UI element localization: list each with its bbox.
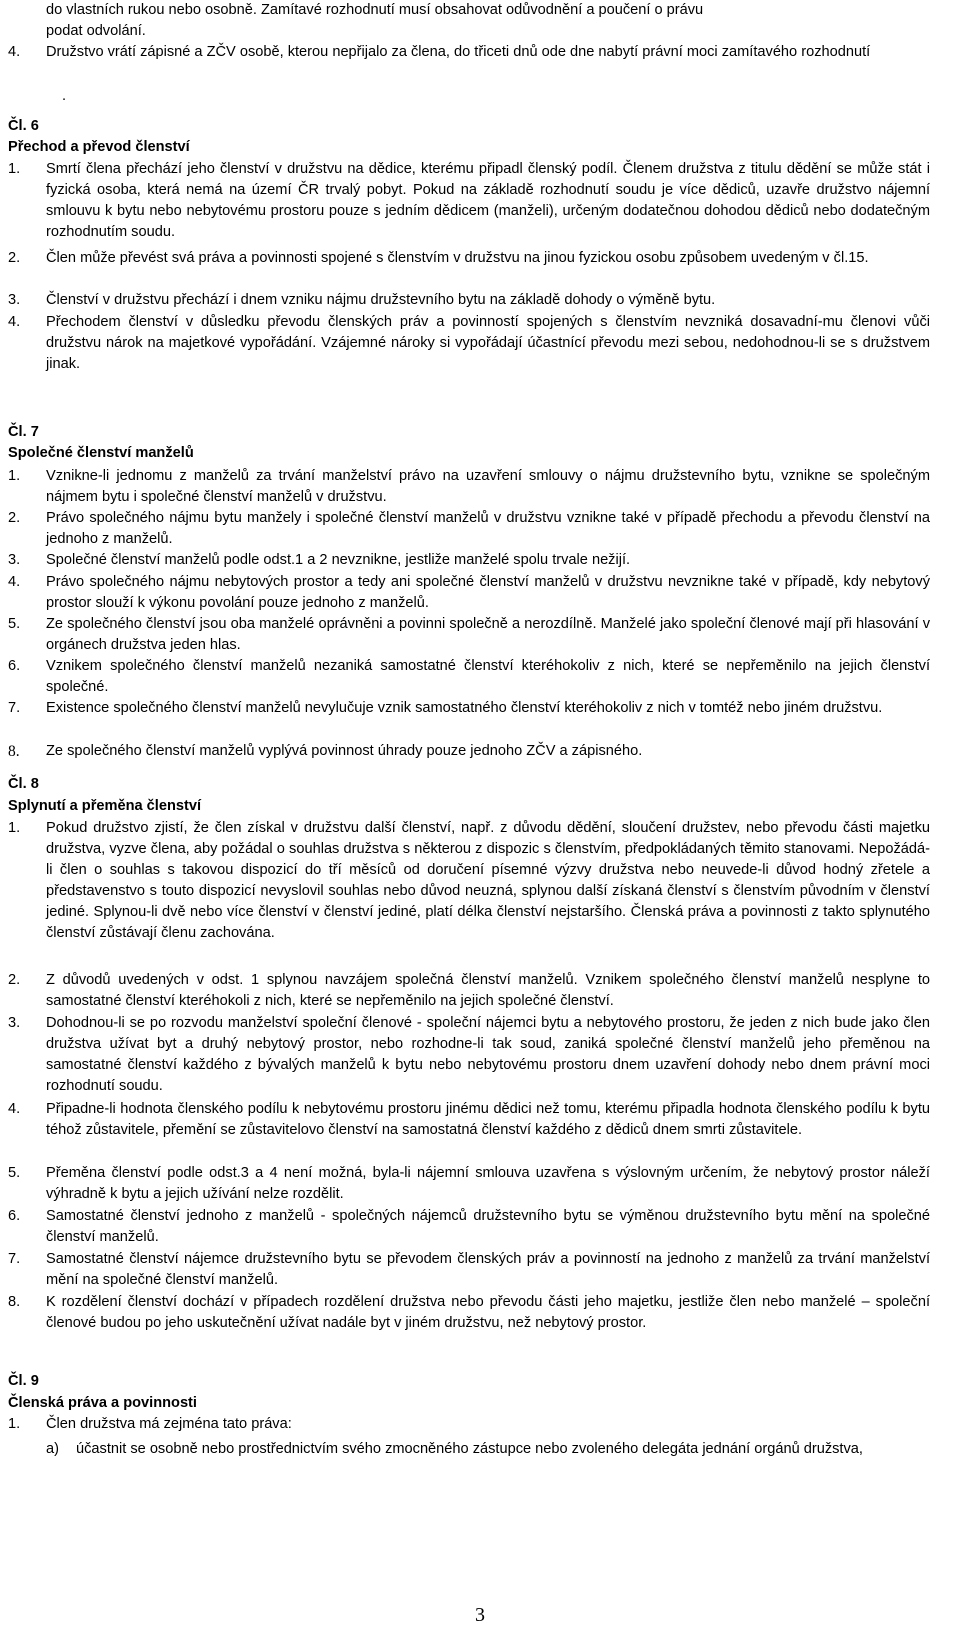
list-item <box>8 1206 930 1248</box>
article-title: Společné členství manželů <box>8 445 194 461</box>
list-item <box>8 741 930 762</box>
article-number: Čl. 8 <box>8 776 39 792</box>
item-text: Připadne-li hodnota členského podílu k nebytovému prostoru jinému dědici než tomu, kterému připadla hodnota členského podílu k bytu téhož zůstavitele, přemění se zůstavitelovo členství na samostatná členství každého z dědiců dnem smrti zůstavitele. <box>46 1101 930 1138</box>
item-text: Existence společného členství manželů nevylučuje vznik samostatného členství kteréhokoliv z nich v tomtéž nebo jiném družstvu. <box>46 700 883 716</box>
list-item <box>8 1013 930 1097</box>
item-number: 7. <box>8 1251 21 1267</box>
list-item <box>8 466 930 508</box>
item-text: Právo společného nájmu nebytových prostor a tedy ani společné členství manželů v družstvu nevznikne také v případě, kdy nebytový prostor slouží k výkonu povolání pouze jednoho z manželů. <box>46 574 930 611</box>
item-number: 6. <box>8 1208 21 1224</box>
stray-dot: . <box>62 88 67 104</box>
list-item <box>8 572 930 614</box>
item-text: K rozdělení členství dochází v případech rozdělení družstva nebo převodu části jeho majetku, jestliže člen nebo manželé – společní členové budou po jeho uskutečnění užívat nadále byt v jiném družstvu, než nebytový prostor. <box>46 1294 930 1331</box>
list-item <box>8 312 930 375</box>
item-number: 1. <box>8 468 21 484</box>
item-number: 5. <box>8 616 21 632</box>
item-number: 7. <box>8 700 21 716</box>
list-item <box>8 248 930 269</box>
item-number: 2. <box>8 250 21 266</box>
continued-line-2: podat odvolání. <box>46 23 146 39</box>
list-item <box>8 698 930 719</box>
item-number: 2. <box>8 510 21 526</box>
item-number: 1. <box>8 820 21 836</box>
list-subitem <box>8 1439 930 1460</box>
item-number: 3. <box>8 292 21 308</box>
item-number: 1. <box>8 1416 21 1432</box>
list-item <box>8 290 930 311</box>
item-number: 6. <box>8 658 21 674</box>
item-number: 2. <box>8 972 21 988</box>
list-item <box>8 1414 930 1435</box>
list-item <box>8 970 930 1012</box>
continued-line-1: do vlastních rukou nebo osobně. Zamítavé rozhodnutí musí obsahovat odůvodnění a poučení o právu <box>46 2 704 18</box>
list-item <box>8 550 930 571</box>
list-item <box>8 656 930 698</box>
item-number: 4. <box>8 574 21 590</box>
item-number: 4. <box>8 314 21 330</box>
item-text: Ze společného členství jsou oba manželé oprávněni a povinni společně a nerozdílně. Manželé jako společní členové mají při hlasování v orgánech družstva jeden hlas. <box>46 616 930 653</box>
continued-paragraph <box>8 0 930 42</box>
item-text: Pokud družstvo zjistí, že člen získal v družstvu další členství, např. z důvodu dědění, sloučení družstev, nebo převodu části majetku družstva, vyzve člena, aby požádal o souhlas družstva s některou z dispozic s členstvím, předpokládaných těmito stanovami. Nepožádá-li člen o souhlas s takovou dispozicí do tří měsíců od doručení písemné výzvy družstva nebo neuvede-li důvod hodný zřetele a představenstvo s touto dispozicí nevyslovil souhlas nebo důvod neuzná, splynou další získaná členství s členstvím původním v členství jediné. Splynou-li dvě nebo více členství v členství jediné, platí délka členství nejstaršího. Členská práva a povinnosti z takto splynutého členství zůstávají členu zachována. <box>46 820 930 941</box>
list-item <box>8 159 930 243</box>
item-text: Vznikem společného členství manželů nezaniká samostatné členství kteréhokoliv z nich, které se nepřeměnilo na jejich členství společné. <box>46 658 930 695</box>
item-text: Ze společného členství manželů vyplývá povinnost úhrady pouze jednoho ZČV a zápisného. <box>46 743 643 759</box>
item-number: 4. <box>8 1101 21 1117</box>
item-text: Přeměna členství podle odst.3 a 4 není možná, byla-li nájemní smlouva uzavřena s výslovným určením, že nebytový prostor náleží výhradně k bytu a jejich užívání nelze rozdělit. <box>46 1165 930 1202</box>
item-number: 4. <box>8 44 21 60</box>
item-text: Přechodem členství v důsledku převodu členských práv a povinností spojených s členstvím nevzniká dosavadní-mu členovi vůči družstvu nárok na majetkové vypořádání. Vzájemné nároky si vypořádají účastnící převodu mezi sebou, nedohodnou-li se s družstvem jinak. <box>46 314 930 372</box>
item-number: 3. <box>8 552 21 568</box>
list-item <box>8 1099 930 1141</box>
article-number: Čl. 7 <box>8 424 39 440</box>
list-item <box>8 1292 930 1334</box>
item-number: 8. <box>8 743 20 760</box>
item-text: Člen může převést svá práva a povinnosti spojené s členstvím v družstvu na jinou fyzickou osobu způsobem uvedeným v čl.15. <box>46 250 869 266</box>
item-number: 1. <box>8 161 21 177</box>
list-item <box>8 1163 930 1205</box>
list-item <box>8 508 930 550</box>
list-item <box>8 614 930 656</box>
item-text: Dohodnou-li se po rozvodu manželství společní členové - společní nájemci bytu a nebytového prostoru, že jeden z nich bude jako člen družstva užívat byt a druhý nebytový prostor, nebo rozhodne-li tak soud, zaniká společné členství manželů jeho přeměnou na samostatné členství každého z bývalých manželů k bytu nebo nebytovému prostoru dnem uzavření dohody nebo dnem právní moci rozhodnutí soudu. <box>46 1015 930 1094</box>
subitem-letter: a) <box>46 1441 59 1457</box>
item-number: 8. <box>8 1294 21 1310</box>
article-title: Splynutí a přeměna členství <box>8 798 202 814</box>
article-number: Čl. 9 <box>8 1373 39 1389</box>
article-number: Čl. 6 <box>8 118 39 134</box>
subitem-text: účastnit se osobně nebo prostřednictvím svého zmocněného zástupce nebo zvoleného delegáta jednání orgánů družstva, <box>76 1441 863 1457</box>
item-number: 3. <box>8 1015 21 1031</box>
item-text: Smrtí člena přechází jeho členství v družstvu na dědice, kterému připadl členský podíl. Členem družstva z titulu dědění se může stát i fyzická osoba, která nemá na území ČR trvalý pobyt. Pokud na základě rozhodnutí soudu je více dědiců, uzavře družstvo nájemní smlouvu k bytu nebo nebytovému prostoru pouze s jedním dědicem (manželi), určeným dodatečnou dohodou dědiců nebo dodatečným rozhodnutím soudu. <box>46 161 930 240</box>
item-text: Členství v družstvu přechází i dnem vzniku nájmu družstevního bytu na základě dohody o výměně bytu. <box>46 292 716 308</box>
page-number: 3 <box>475 1604 485 1626</box>
item-text: Samostatné členství jednoho z manželů - společných nájemců družstevního bytu se výměnou družstevního bytu mění na společné členství manželů. <box>46 1208 930 1245</box>
item-text: Samostatné členství nájemce družstevního bytu se převodem členských práv a povinností na jednoho z manželů za trvání manželství mění na společné členství manželů. <box>46 1251 930 1288</box>
list-item <box>8 42 930 63</box>
item-number: 5. <box>8 1165 21 1181</box>
item-text: Z důvodů uvedených v odst. 1 splynou navzájem společná členství manželů. Vznikem společného členství manželů nesplyne to samostatné členství kteréhokoli z nich, které se nepřeměnilo na jejich společné členství. <box>46 972 930 1009</box>
list-item <box>8 1249 930 1291</box>
item-text: Člen družstva má zejména tato práva: <box>46 1416 292 1432</box>
item-text: Vznikne-li jednomu z manželů za trvání manželství právo na uzavření smlouvy o nájmu družstevního bytu, vznikne se společným nájmem bytu i společné členství manželů v družstvu. <box>46 468 930 505</box>
article-title: Přechod a převod členství <box>8 139 190 155</box>
article-title: Členská práva a povinnosti <box>8 1395 197 1411</box>
item-text: Družstvo vrátí zápisné a ZČV osobě, kterou nepřijalo za člena, do třiceti dnů ode dne nabytí právní moci zamítavého rozhodnutí <box>46 44 871 60</box>
item-text: Společné členství manželů podle odst.1 a 2 nevznikne, jestliže manželé spolu trvale nežijí. <box>46 552 631 568</box>
item-text: Právo společného nájmu bytu manžely i společné členství manželů v družstvu vznikne také v případě přechodu a převodu členství na jednoho z manželů. <box>46 510 930 547</box>
list-item <box>8 818 930 944</box>
